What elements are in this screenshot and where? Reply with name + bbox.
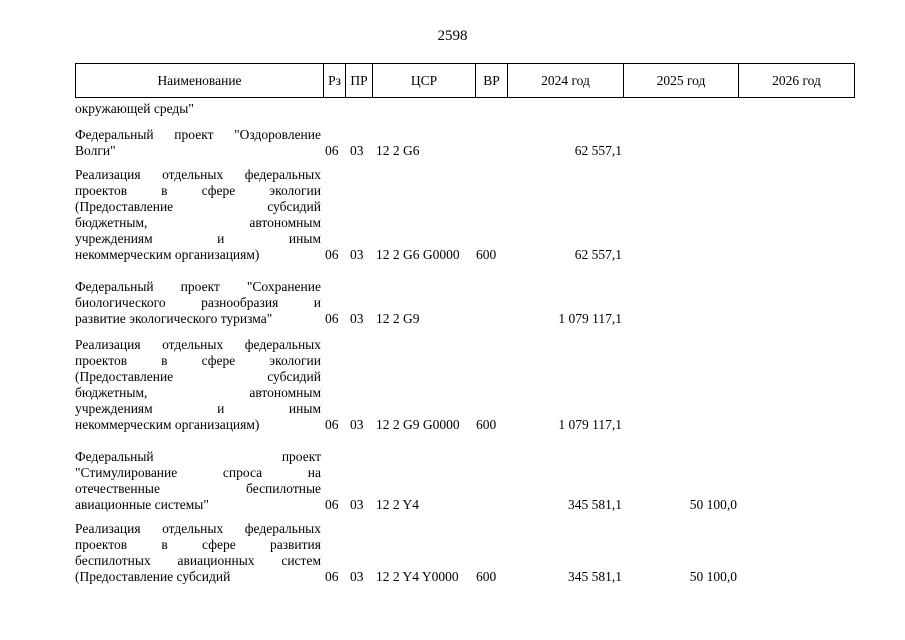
row-name [75, 337, 321, 433]
cell-pr: 03 [350, 143, 364, 158]
row-name-line: беспилотных авиационных систем [75, 553, 321, 568]
row-name-line: проектов в сфере экологии [75, 183, 321, 198]
header-csr: ЦСР [373, 64, 476, 98]
cell-vr: 600 [476, 569, 497, 584]
row-name-line: "Стимулирование спроса на [75, 465, 321, 480]
header-2024: 2024 год [508, 64, 624, 98]
row-name-line: проектов в сфере экологии [75, 353, 321, 368]
row-name-line: Реализация отдельных федеральных [75, 521, 321, 536]
continuation-text: окружающей среды" [75, 101, 194, 116]
header-2026: 2026 год [739, 64, 855, 98]
row-name [75, 449, 321, 513]
cell-csr: 12 2 G9 [376, 311, 420, 326]
cell-pr: 03 [350, 417, 364, 432]
page-number: 2598 [437, 28, 468, 44]
cell-rz: 06 [325, 247, 339, 262]
cell-y2024: 1 079 117,1 [558, 311, 622, 326]
cell-y2025: 50 100,0 [689, 497, 737, 512]
row-name-line: бюджетным, автономным [75, 385, 321, 400]
row-name-line: (Предоставление субсидий [75, 369, 321, 384]
table-header [75, 63, 855, 98]
cell-pr: 03 [350, 497, 364, 512]
cell-csr: 12 2 G6 G0000 [376, 247, 460, 262]
row-name [75, 521, 321, 585]
cell-rz: 06 [325, 311, 339, 326]
row-name-line: авиационные системы" [75, 497, 209, 512]
header-2025: 2025 год [624, 64, 739, 98]
row-name-line: некоммерческим организациям) [75, 247, 260, 262]
row-name-line: (Предоставление субсидий [75, 199, 321, 214]
cell-vr: 600 [476, 247, 497, 262]
cell-y2024: 345 581,1 [568, 497, 622, 512]
cell-csr: 12 2 Y4 [376, 497, 419, 512]
row-name [75, 127, 321, 159]
row-name-line: (Предоставление субсидий [75, 569, 231, 584]
cell-pr: 03 [350, 247, 364, 262]
cell-y2024: 1 079 117,1 [558, 417, 622, 432]
row-name-line: Федеральный проект "Сохранение [75, 279, 321, 294]
row-name-line: проектов в сфере развития [75, 537, 321, 552]
row-name [75, 279, 321, 327]
row-name-line: учреждениям и иным [75, 401, 321, 416]
header-vr: ВР [476, 64, 508, 98]
row-name-line: Волги" [75, 143, 116, 158]
header-pr: ПР [346, 64, 373, 98]
row-name-line: некоммерческим организациям) [75, 417, 260, 432]
row-name-line: бюджетным, автономным [75, 215, 321, 230]
row-name-line: Федеральный проект "Оздоровление [75, 127, 321, 142]
row-name-line: развитие экологического туризма" [75, 311, 273, 326]
cell-csr: 12 2 Y4 Y0000 [376, 569, 459, 584]
cell-rz: 06 [325, 143, 339, 158]
cell-rz: 06 [325, 569, 339, 584]
cell-y2025: 50 100,0 [689, 569, 737, 584]
row-name-line: Федеральный проект [75, 449, 321, 464]
cell-csr: 12 2 G6 [376, 143, 420, 158]
cell-csr: 12 2 G9 G0000 [376, 417, 460, 432]
header-name: Наименование [76, 64, 324, 98]
row-name-line: отечественные беспилотные [75, 481, 321, 496]
row-name-line: биологического разнообразия и [75, 295, 321, 310]
cell-rz: 06 [325, 497, 339, 512]
header-rz: Рз [324, 64, 346, 98]
cell-pr: 03 [350, 569, 364, 584]
row-name-line: Реализация отдельных федеральных [75, 167, 321, 182]
cell-y2024: 345 581,1 [568, 569, 622, 584]
cell-y2024: 62 557,1 [574, 143, 622, 158]
cell-rz: 06 [325, 417, 339, 432]
row-name-line: Реализация отдельных федеральных [75, 337, 321, 352]
row-name-line: учреждениям и иным [75, 231, 321, 246]
cell-pr: 03 [350, 311, 364, 326]
cell-y2024: 62 557,1 [574, 247, 622, 262]
row-name [75, 167, 321, 263]
cell-vr: 600 [476, 417, 497, 432]
